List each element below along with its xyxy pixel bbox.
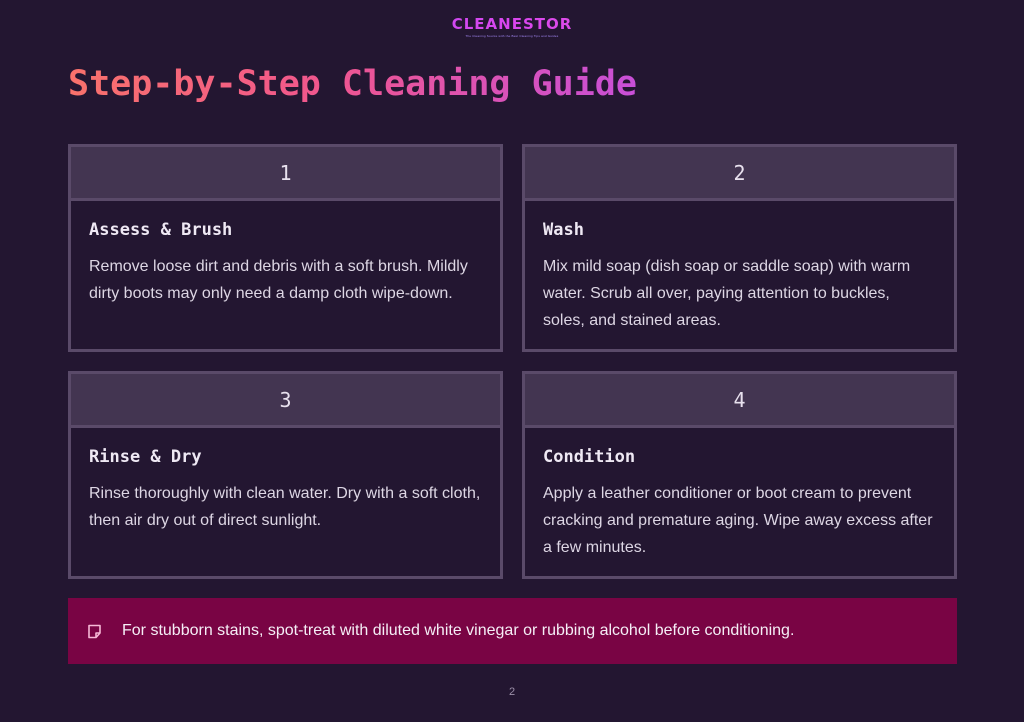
step-body (525, 201, 954, 334)
note-icon (87, 624, 102, 639)
step-title: Assess & Brush (89, 220, 233, 240)
tip-banner (68, 598, 957, 664)
step-number: 4 (525, 374, 954, 428)
step-number: 3 (71, 374, 500, 428)
step-card-3 (68, 371, 503, 579)
step-title: Rinse & Dry (89, 447, 202, 467)
steps-grid (68, 144, 957, 579)
step-card-2 (522, 144, 957, 352)
step-description: Remove loose dirt and debris with a soft brush. Mildly dirty boots may only need a damp cloth wipe-down. (89, 258, 468, 302)
step-title: Wash (543, 220, 584, 240)
step-card-1 (68, 144, 503, 352)
step-number: 1 (71, 147, 500, 201)
step-body (71, 201, 500, 307)
step-body (71, 428, 500, 534)
logo-wordmark: CLEANESTOR (0, 14, 1024, 34)
logo-tagline: The Cleaning Source with the Best Cleaning Tips and Guides (465, 34, 559, 38)
step-card-4 (522, 371, 957, 579)
step-description: Apply a leather conditioner or boot cream to prevent cracking and premature aging. Wipe away excess after a few minutes. (543, 485, 933, 556)
tip-text: For stubborn stains, spot-treat with diluted white vinegar or rubbing alcohol before conditioning. (122, 622, 795, 639)
page-number: 2 (508, 686, 516, 698)
page-title: Step-by-Step Cleaning Guide (68, 64, 637, 104)
step-description: Rinse thoroughly with clean water. Dry with a soft cloth, then air dry out of direct sunlight. (89, 485, 481, 529)
step-description: Mix mild soap (dish soap or saddle soap) with warm water. Scrub all over, paying attention to buckles, soles, and stained areas. (543, 258, 911, 329)
step-body (525, 428, 954, 561)
brand-logo (0, 14, 1024, 39)
step-title: Condition (543, 447, 636, 467)
step-number: 2 (525, 147, 954, 201)
